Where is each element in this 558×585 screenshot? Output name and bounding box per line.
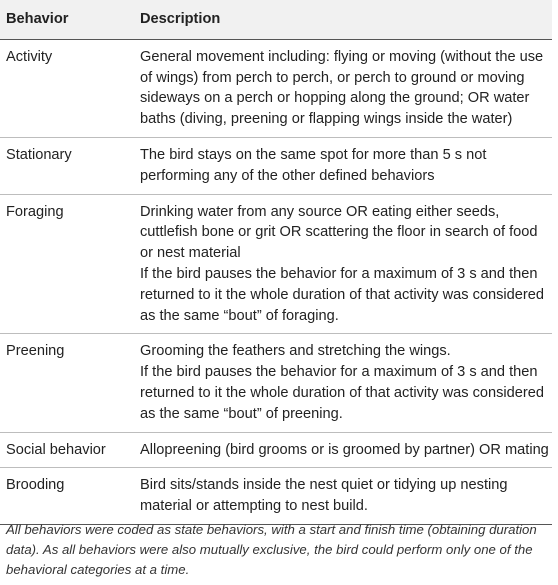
table-row <box>0 432 552 468</box>
description-text: General movement including: flying or moving (without the use of wings) from perch to perch, or perch to ground or moving sideways on a perch or hopping along the ground; OR water baths (diving, preening or flapping wings inside the water) <box>140 48 544 128</box>
table-row <box>0 468 552 525</box>
table-header-row <box>0 0 552 39</box>
description-cell <box>134 468 552 525</box>
description-text: Bird sits/stands inside the nest quiet or tidying up nesting material or attempting to nest build. <box>140 477 508 515</box>
header-description: Description <box>134 0 552 39</box>
description-cell <box>134 334 552 432</box>
description-text: The bird stays on the same spot for more than 5 s not performing any of the other defined behaviors <box>140 146 487 184</box>
description-text: Drinking water from any source OR eating either seeds, cuttlefish bone or grit OR scattering the floor in search of food or nest material <box>140 203 538 262</box>
description-text: If the bird pauses the behavior for a maximum of 3 s and then returned to it the whole duration of that activity was considered as the same “bout” of preening. <box>140 364 544 422</box>
description-text: Grooming the feathers and stretching the wings. <box>140 343 451 360</box>
behavior-cell: Stationary <box>0 137 134 194</box>
description-text: Allopreening (bird grooms or is groomed by partner) OR mating <box>140 441 549 458</box>
table-footnote: All behaviors were coded as state behaviors, with a start and finish time (obtaining duration data). As all behaviors were also mutually exclusive, the bird could perform only one of the behavioral categories at a time. <box>6 522 537 577</box>
description-cell <box>134 137 552 194</box>
behavior-cell: Brooding <box>0 468 134 525</box>
description-cell <box>134 39 552 137</box>
description-text: If the bird pauses the behavior for a maximum of 3 s and then returned to it the whole duration of that activity was considered as the same “bout” of foraging. <box>140 265 544 324</box>
table-row <box>0 334 552 432</box>
table-row <box>0 137 552 194</box>
behavior-cell: Social behavior <box>0 432 134 468</box>
description-cell <box>134 432 552 468</box>
table-row <box>0 194 552 334</box>
description-cell <box>134 194 552 334</box>
table-row <box>0 39 552 137</box>
behavior-cell: Preening <box>0 334 134 432</box>
behavior-cell: Activity <box>0 39 134 137</box>
behavior-cell: Foraging <box>0 194 134 334</box>
header-behavior: Behavior <box>0 0 134 39</box>
